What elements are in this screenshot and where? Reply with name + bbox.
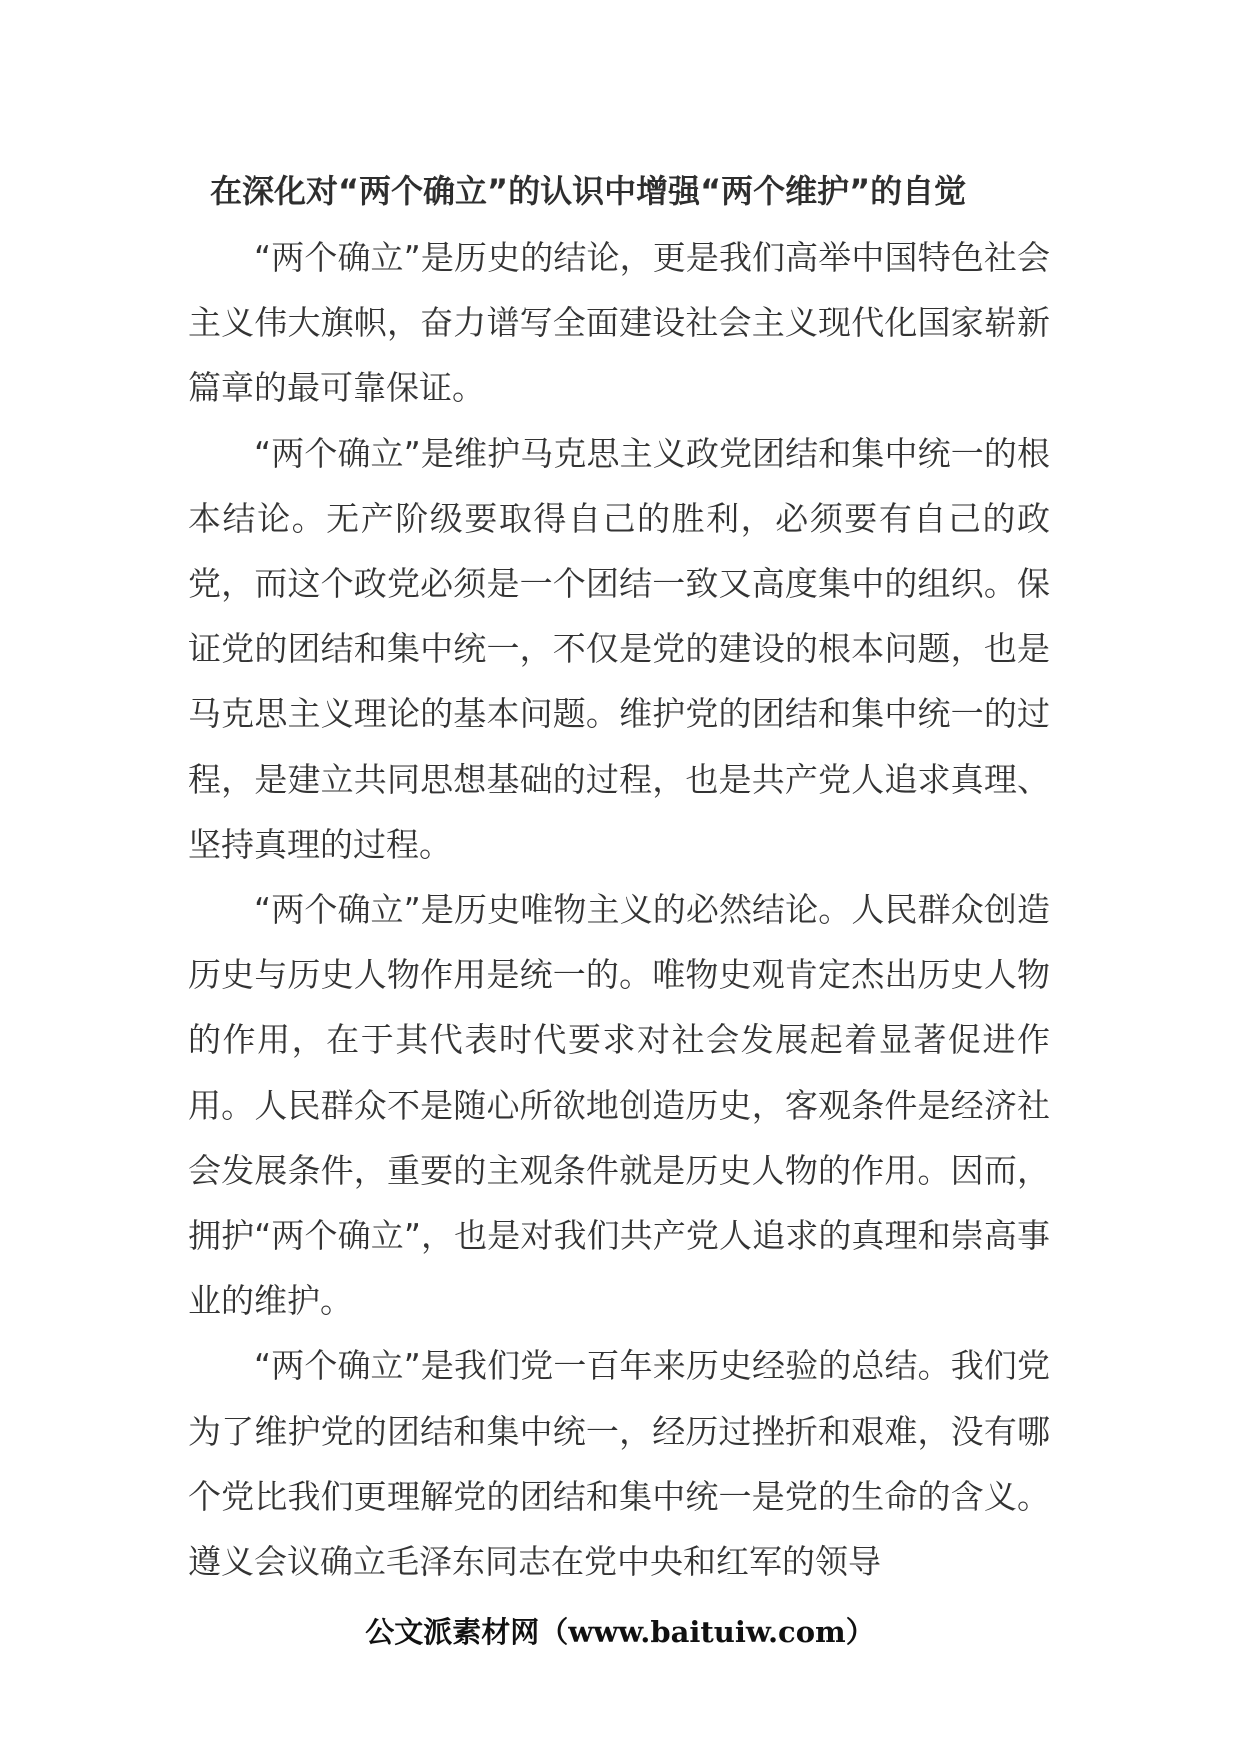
document-title: 在深化对“两个确立”的认识中增强“两个维护”的自觉 (210, 172, 967, 210)
document-body (188, 225, 1050, 1595)
paragraph-1: “两个确立”是历史的结论，更是我们高举中国特色社会主义伟大旗帜，奋力谱写全面建设社会主义现代化国家崭新篇章的最可靠保证。 (188, 238, 1050, 408)
paragraph-2: “两个确立”是维护马克思主义政党团结和集中统一的根本结论。无产阶级要取得自己的胜利，必须要有自己的政党，而这个政党必须是一个团结一致又高度集中的组织。保证党的团结和集中统一，不仅是党的建设的根本问题，也是马克思主义理论的基本问题。维护党的团结和集中统一的过程，是建立共同思想基础的过程，也是共产党人追求真理、坚持真理的过程。 (188, 433, 1050, 864)
paragraph-4: “两个确立”是我们党一百年来历史经验的总结。我们党为了维护党的团结和集中统一，经历过挫折和艰难，没有哪个党比我们更理解党的团结和集中统一是党的生命的含义。遵义会议确立毛泽东同志在党中央和红军的领导 (188, 1346, 1050, 1582)
footer-source-note: 公文派素材网（www.baituiw.com） (365, 1615, 875, 1649)
paragraph-3: “两个确立”是历史唯物主义的必然结论。人民群众创造历史与历史人物作用是统一的。唯物史观肯定杰出历史人物的作用，在于其代表时代要求对社会发展起着显著促进作用。人民群众不是随心所欲地创造历史，客观条件是经济社会发展条件，重要的主观条件就是历史人物的作用。因而，拥护“两个确立”，也是对我们共产党人追求的真理和崇高事业的维护。 (188, 890, 1050, 1321)
